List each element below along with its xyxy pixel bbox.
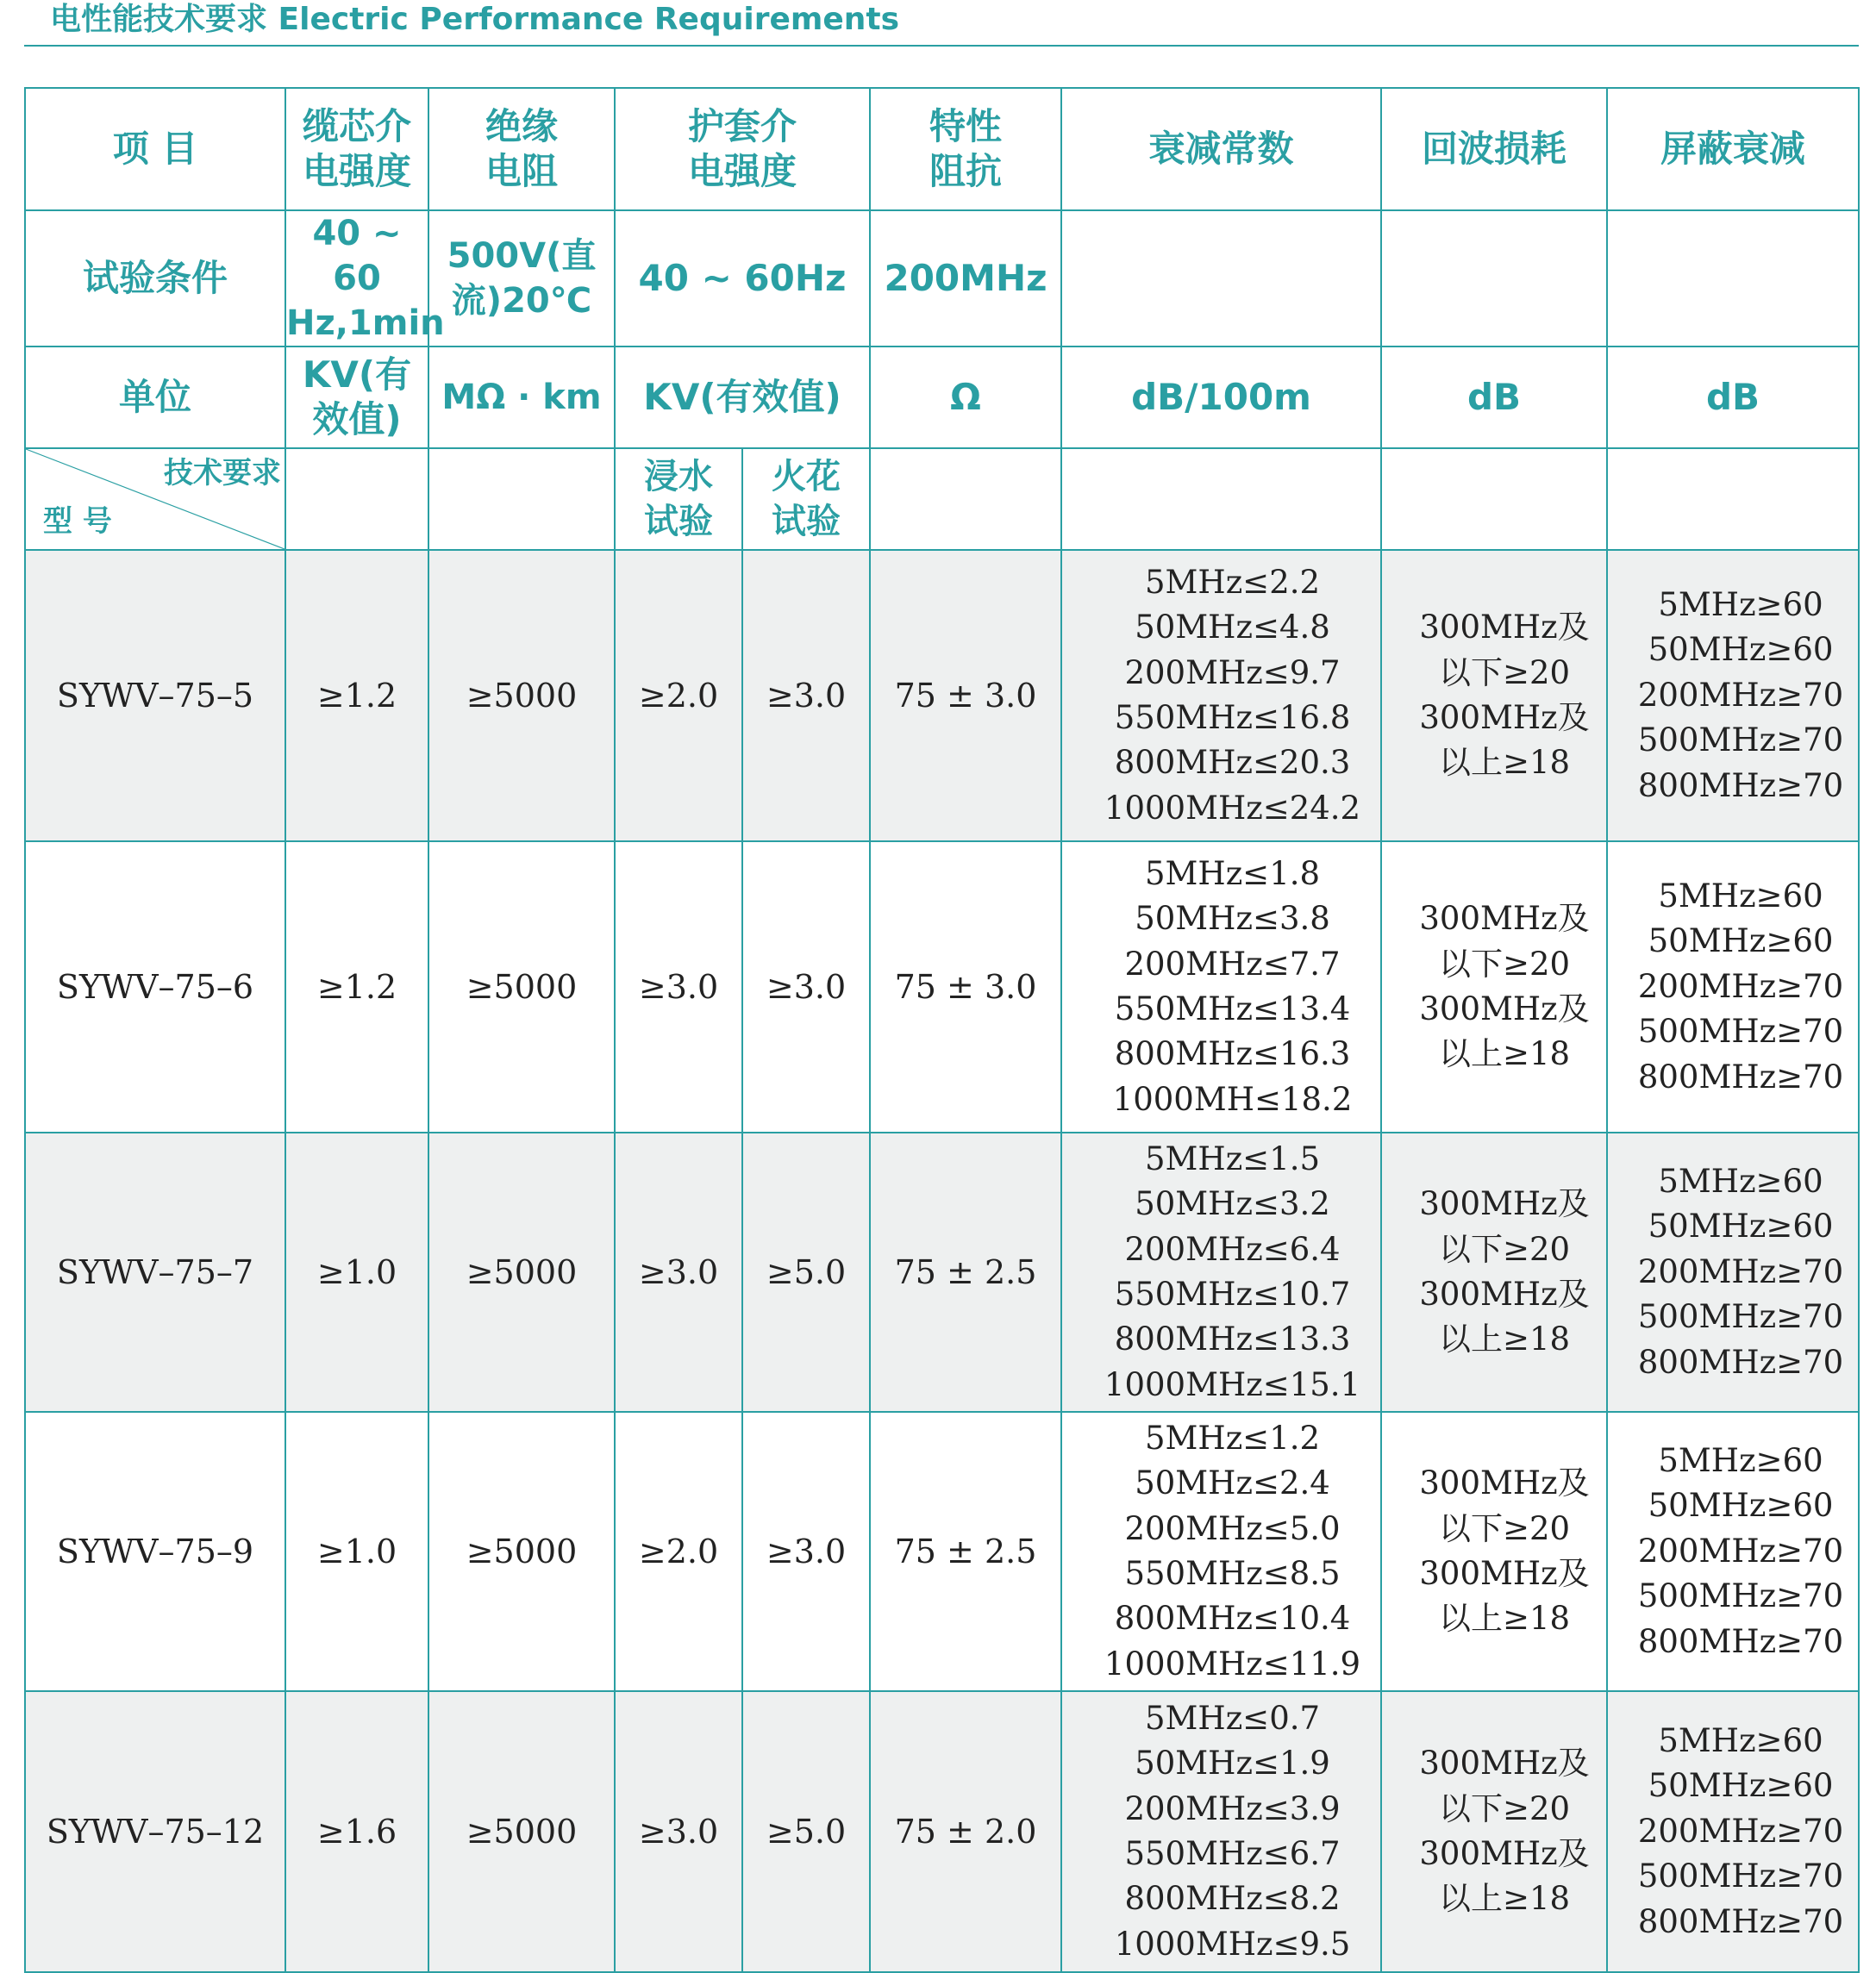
model-cell: SYWV–75–9: [25, 1412, 285, 1691]
units-row: [25, 347, 1859, 448]
page-title: 电性能技术要求 Electric Performance Requirements: [50, 2, 900, 37]
subheader-empty-impedance: [870, 448, 1061, 550]
units-shielding: dB: [1607, 347, 1859, 448]
water-test-cell: ≥3.0: [615, 841, 742, 1133]
units-attenuation: dB/100m: [1061, 347, 1381, 448]
water-test-cell: ≥2.0: [615, 550, 742, 841]
table-row: [25, 841, 1859, 1133]
impedance-cell: 75 ± 2.5: [870, 1412, 1061, 1691]
diagonal-label-requirements: 技术要求: [164, 456, 281, 490]
return-loss-cell: 300MHz及 以下≥20 300MHz及 以上≥18: [1381, 1412, 1607, 1691]
header-attenuation: 衰减常数: [1061, 88, 1381, 210]
spark-test-cell: ≥3.0: [742, 550, 870, 841]
model-cell: SYWV–75–5: [25, 550, 285, 841]
header-item: 项 目: [25, 88, 285, 210]
impedance-cell: 75 ± 2.5: [870, 1133, 1061, 1412]
table-row: [25, 1412, 1859, 1691]
header-return-loss: 回波损耗: [1381, 88, 1607, 210]
test-conditions-insulation: 500V(直 流)20℃: [428, 210, 615, 347]
model-cell: SYWV–75–12: [25, 1691, 285, 1972]
spark-test-cell: ≥5.0: [742, 1133, 870, 1412]
test-conditions-row: [25, 210, 1859, 347]
core-strength-cell: ≥1.2: [285, 841, 428, 1133]
attenuation-cell: 5MHz≤1.8 50MHz≤3.8 200MHz≤7.7 550MHz≤13.4 800MHz≤16.3 1000MH≤18.2: [1061, 841, 1381, 1133]
impedance-cell: 75 ± 3.0: [870, 550, 1061, 841]
return-loss-cell: 300MHz及 以下≥20 300MHz及 以上≥18: [1381, 1133, 1607, 1412]
diagonal-label-model: 型 号: [43, 504, 112, 539]
shielding-cell: 5MHz≥60 50MHz≥60 200MHz≥70 500MHz≥70 800MHz≥70: [1607, 1691, 1859, 1972]
core-strength-cell: ≥1.2: [285, 550, 428, 841]
spark-test-cell: ≥5.0: [742, 1691, 870, 1972]
insulation-cell: ≥5000: [428, 1133, 615, 1412]
subheader-empty-core: [285, 448, 428, 550]
test-conditions-impedance: 200MHz: [870, 210, 1061, 347]
core-strength-cell: ≥1.0: [285, 1412, 428, 1691]
diagonal-header-cell: [25, 448, 285, 550]
table-row: [25, 550, 1859, 841]
subheader-empty-return-loss: [1381, 448, 1607, 550]
units-label: 单位: [25, 347, 285, 448]
insulation-cell: ≥5000: [428, 1412, 615, 1691]
units-impedance: Ω: [870, 347, 1061, 448]
subheader-empty-attenuation: [1061, 448, 1381, 550]
water-test-cell: ≥3.0: [615, 1691, 742, 1972]
subheader-spark-test: 火花 试验: [742, 448, 870, 550]
shielding-cell: 5MHz≥60 50MHz≥60 200MHz≥70 500MHz≥70 800MHz≥70: [1607, 1133, 1859, 1412]
subheader-empty-insulation: [428, 448, 615, 550]
impedance-cell: 75 ± 3.0: [870, 841, 1061, 1133]
shielding-cell: 5MHz≥60 50MHz≥60 200MHz≥70 500MHz≥70 800MHz≥70: [1607, 1412, 1859, 1691]
electric-performance-table: [24, 87, 1860, 1973]
test-conditions-core: 40 ~ 60 Hz,1min: [285, 210, 428, 347]
units-core: KV(有 效值): [285, 347, 428, 448]
insulation-cell: ≥5000: [428, 1691, 615, 1972]
units-return-loss: dB: [1381, 347, 1607, 448]
attenuation-cell: 5MHz≤1.5 50MHz≤3.2 200MHz≤6.4 550MHz≤10.7 800MHz≤13.3 1000MHz≤15.1: [1061, 1133, 1381, 1412]
shielding-cell: 5MHz≥60 50MHz≥60 200MHz≥70 500MHz≥70 800MHz≥70: [1607, 550, 1859, 841]
attenuation-cell: 5MHz≤2.2 50MHz≤4.8 200MHz≤9.7 550MHz≤16.8 800MHz≤20.3 1000MHz≤24.2: [1061, 550, 1381, 841]
test-conditions-attenuation: [1061, 210, 1381, 347]
spark-test-cell: ≥3.0: [742, 841, 870, 1133]
title-divider: [24, 45, 1859, 47]
test-conditions-sheath: 40 ~ 60Hz: [615, 210, 870, 347]
impedance-cell: 75 ± 2.0: [870, 1691, 1061, 1972]
return-loss-cell: 300MHz及 以下≥20 300MHz及 以上≥18: [1381, 550, 1607, 841]
subheader-row: [25, 448, 1859, 550]
header-shielding: 屏蔽衰减: [1607, 88, 1859, 210]
test-conditions-return-loss: [1381, 210, 1607, 347]
water-test-cell: ≥3.0: [615, 1133, 742, 1412]
model-cell: SYWV–75–6: [25, 841, 285, 1133]
header-insulation-resistance: 绝缘 电阻: [428, 88, 615, 210]
shielding-cell: 5MHz≥60 50MHz≥60 200MHz≥70 500MHz≥70 800MHz≥70: [1607, 841, 1859, 1133]
subheader-empty-shielding: [1607, 448, 1859, 550]
return-loss-cell: 300MHz及 以下≥20 300MHz及 以上≥18: [1381, 1691, 1607, 1972]
test-conditions-label: 试验条件: [25, 210, 285, 347]
units-sheath: KV(有效值): [615, 347, 870, 448]
header-impedance: 特性 阻抗: [870, 88, 1061, 210]
model-cell: SYWV–75–7: [25, 1133, 285, 1412]
units-insulation: MΩ · km: [428, 347, 615, 448]
header-core-strength: 缆芯介 电强度: [285, 88, 428, 210]
insulation-cell: ≥5000: [428, 550, 615, 841]
water-test-cell: ≥2.0: [615, 1412, 742, 1691]
header-sheath-strength: 护套介 电强度: [615, 88, 870, 210]
table-row: [25, 1133, 1859, 1412]
core-strength-cell: ≥1.0: [285, 1133, 428, 1412]
spark-test-cell: ≥3.0: [742, 1412, 870, 1691]
attenuation-cell: 5MHz≤1.2 50MHz≤2.4 200MHz≤5.0 550MHz≤8.5 800MHz≤10.4 1000MHz≤11.9: [1061, 1412, 1381, 1691]
subheader-water-test: 浸水 试验: [615, 448, 742, 550]
attenuation-cell: 5MHz≤0.7 50MHz≤1.9 200MHz≤3.9 550MHz≤6.7 800MHz≤8.2 1000MHz≤9.5: [1061, 1691, 1381, 1972]
test-conditions-shielding: [1607, 210, 1859, 347]
insulation-cell: ≥5000: [428, 841, 615, 1133]
table-row: [25, 1691, 1859, 1972]
header-row: [25, 88, 1859, 210]
return-loss-cell: 300MHz及 以下≥20 300MHz及 以上≥18: [1381, 841, 1607, 1133]
core-strength-cell: ≥1.6: [285, 1691, 428, 1972]
